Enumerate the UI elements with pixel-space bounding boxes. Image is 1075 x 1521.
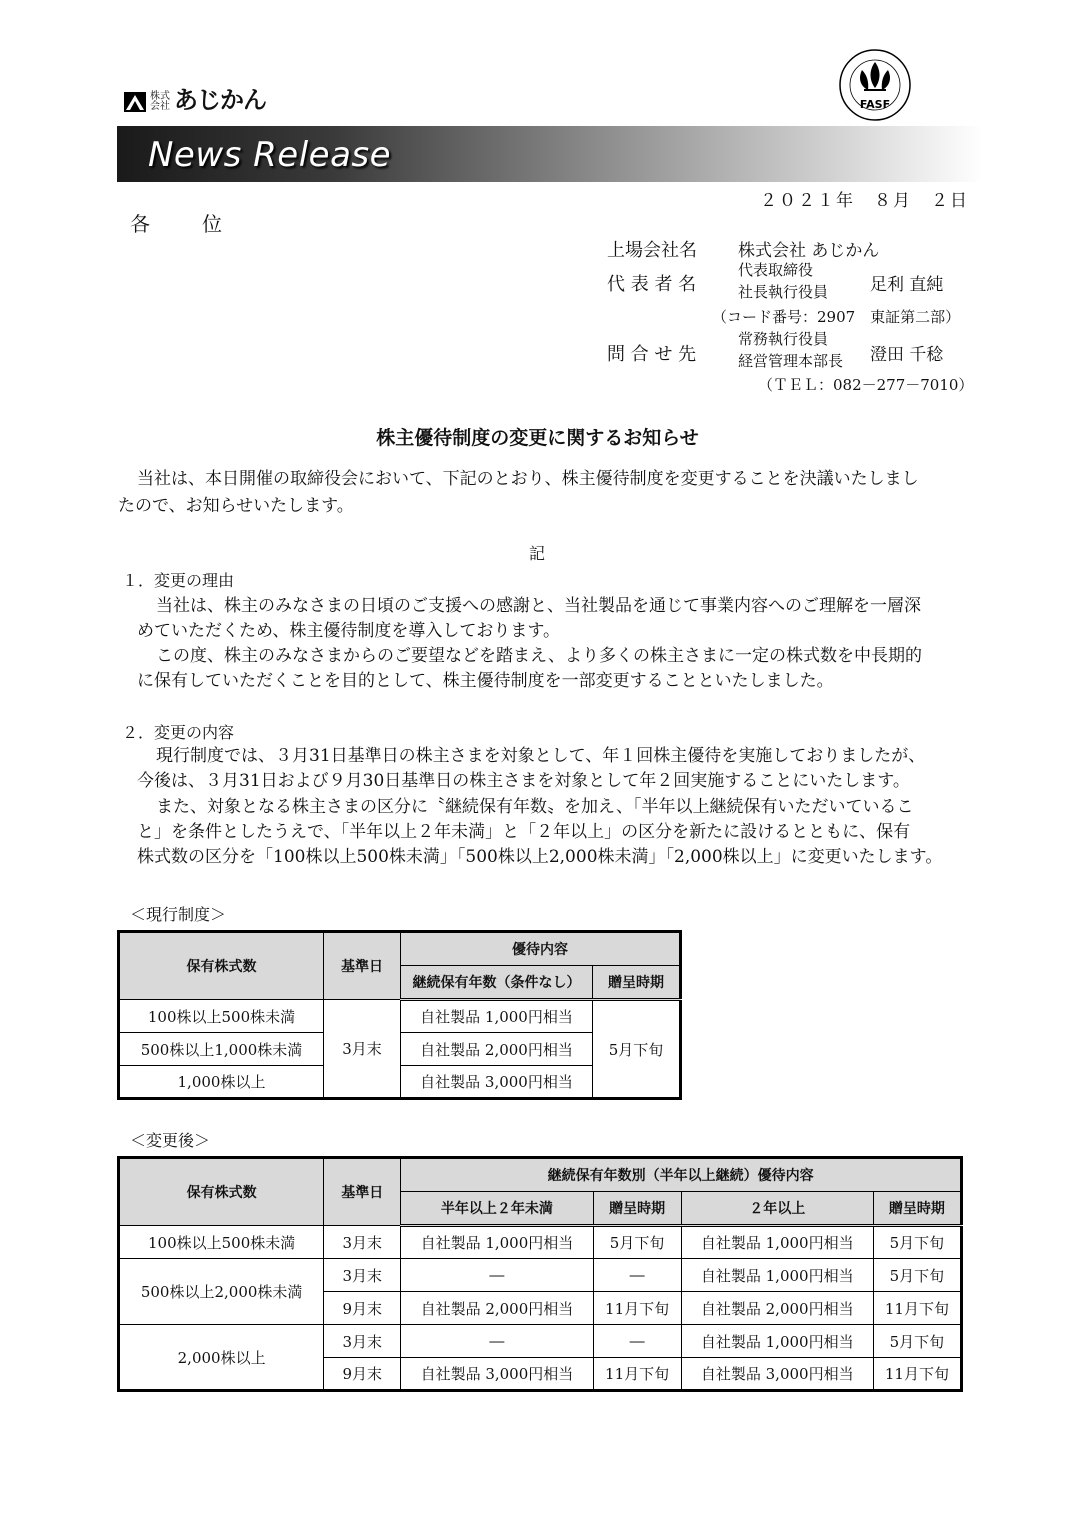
current-row-2-benefit: 自社製品 2,000円相当 bbox=[401, 1033, 593, 1066]
fasf-seal-icon bbox=[838, 48, 912, 122]
intro-line-2: たので、お知らせいたします。 bbox=[118, 496, 354, 516]
after-group-1-shares: 100株以上500株未満 bbox=[119, 1226, 324, 1259]
current-row-2-shares: 500株以上1,000株未満 bbox=[119, 1033, 324, 1066]
after-header-half-year: 半年以上２年未満 bbox=[401, 1192, 593, 1226]
current-row-3-benefit: 自社製品 3,000円相当 bbox=[401, 1066, 593, 1099]
after-g1-r1-timing-two: 5月下旬 bbox=[873, 1226, 961, 1259]
after-g2-r1-benefit-half: ― bbox=[401, 1259, 593, 1292]
document-title: 株主優待制度の変更に関するお知らせ bbox=[376, 427, 699, 449]
section-2-heading: ２．変更の内容 bbox=[122, 723, 235, 742]
section-1-para-1a: 当社は、株主のみなさまの日頃のご支援への感謝と、当社製品を通じて事業内容へのご理解を一層深 bbox=[156, 596, 921, 616]
after-g1-r1-timing-half: 5月下旬 bbox=[593, 1226, 681, 1259]
banner-title: News Release bbox=[148, 135, 392, 175]
after-g3-r2-benefit-half: 自社製品 3,000円相当 bbox=[401, 1358, 593, 1391]
current-header-date: 基準日 bbox=[324, 932, 401, 1000]
logo-kabushiki: 株式会社 bbox=[150, 91, 170, 112]
after-g3-r2-benefit-two: 自社製品 3,000円相当 bbox=[681, 1358, 873, 1391]
after-header-benefit: 継続保有年数別（半年以上継続）優待内容 bbox=[401, 1158, 962, 1192]
current-system-table bbox=[117, 930, 682, 1100]
section-2-para-2b: と」を条件としたうえで、「半年以上２年未満」と「２年以上」の区分を新たに設けるとともに、保有 bbox=[137, 822, 911, 842]
section-1-para-2b: に保有していただくことを目的として、株主優待制度を一部変更することといたしました。 bbox=[137, 671, 834, 691]
current-row-3-shares: 1,000株以上 bbox=[119, 1066, 324, 1099]
after-g1-r1-date: 3月末 bbox=[324, 1226, 401, 1259]
current-header-shares: 保有株式数 bbox=[119, 932, 324, 1000]
listed-company-label: 上場会社名 bbox=[607, 240, 697, 261]
ki-mark: 記 bbox=[529, 544, 546, 563]
after-group-2-shares: 500株以上2,000株未満 bbox=[119, 1259, 324, 1325]
after-g3-r1-timing-two: 5月下旬 bbox=[873, 1325, 961, 1358]
intro-line-1: 当社は、本日開催の取締役会において、下記のとおり、株主優待制度を変更することを決議いたしまし bbox=[137, 469, 919, 489]
after-g2-r1-date: 3月末 bbox=[324, 1259, 401, 1292]
after-g3-r2-timing-half: 11月下旬 bbox=[593, 1358, 681, 1391]
after-g3-r1-benefit-two: 自社製品 1,000円相当 bbox=[681, 1325, 873, 1358]
after-header-two-years: ２年以上 bbox=[681, 1192, 873, 1226]
listed-company-value: 株式会社 あじかん bbox=[738, 241, 880, 261]
current-row-1-benefit: 自社製品 1,000円相当 bbox=[401, 1000, 593, 1033]
contact-tel: （ＴＥＬ：082－277－7010） bbox=[758, 376, 974, 394]
after-g1-r1-benefit-half: 自社製品 1,000円相当 bbox=[401, 1226, 593, 1259]
after-header-timing-2: 贈呈時期 bbox=[873, 1192, 961, 1226]
contact-label: 問 合 せ 先 bbox=[607, 344, 697, 365]
after-header-shares: 保有株式数 bbox=[119, 1158, 324, 1226]
after-g2-r1-timing-two: 5月下旬 bbox=[873, 1259, 961, 1292]
after-change-table bbox=[117, 1156, 963, 1392]
after-change-caption: ＜変更後＞ bbox=[130, 1131, 211, 1150]
after-group-3-shares: 2,000株以上 bbox=[119, 1325, 324, 1391]
after-g2-r2-timing-half: 11月下旬 bbox=[593, 1292, 681, 1325]
after-g3-r1-date: 3月末 bbox=[324, 1325, 401, 1358]
after-header-date: 基準日 bbox=[324, 1158, 401, 1226]
after-g2-r1-benefit-two: 自社製品 1,000円相当 bbox=[681, 1259, 873, 1292]
section-2-para-1b: 今後は、３月31日および９月30日基準日の株主さまを対象として年２回実施することにいたします。 bbox=[137, 771, 910, 791]
current-header-years: 継続保有年数（条件なし） bbox=[401, 966, 593, 1000]
contact-name: 澄田 千稔 bbox=[870, 345, 944, 365]
representative-title-2: 社長執行役員 bbox=[738, 283, 829, 301]
release-date: ２０２１年 ８月 ２日 bbox=[760, 191, 969, 211]
current-header-benefit: 優待内容 bbox=[401, 932, 681, 966]
after-g2-r2-timing-two: 11月下旬 bbox=[873, 1292, 961, 1325]
addressee: 各 位 bbox=[130, 212, 226, 236]
after-g3-r2-timing-two: 11月下旬 bbox=[873, 1358, 961, 1391]
after-g3-r1-benefit-half: ― bbox=[401, 1325, 593, 1358]
current-date: 3月末 bbox=[324, 1000, 401, 1099]
representative-label: 代 表 者 名 bbox=[607, 274, 697, 295]
section-1-para-2a: この度、株主のみなさまからのご要望などを踏まえ、より多くの株主さまに一定の株式数を中長期的 bbox=[156, 646, 923, 666]
after-g2-r2-date: 9月末 bbox=[324, 1292, 401, 1325]
contact-title-1: 常務執行役員 bbox=[738, 330, 829, 348]
section-1-heading: １．変更の理由 bbox=[122, 571, 235, 590]
representative-name: 足利 直純 bbox=[870, 275, 944, 295]
after-g2-r1-timing-half: ― bbox=[593, 1259, 681, 1292]
section-2-para-1a: 現行制度では、３月31日基準日の株主さまを対象として、年１回株主優待を実施しておりましたが、 bbox=[156, 746, 926, 766]
after-g3-r2-date: 9月末 bbox=[324, 1358, 401, 1391]
fasf-label: FASF bbox=[859, 98, 891, 111]
section-2-para-2c: 株式数の区分を「100株以上500株未満」「500株以上2,000株未満」「2,000株以上」に変更いたします。 bbox=[137, 847, 943, 867]
after-g2-r2-benefit-two: 自社製品 2,000円相当 bbox=[681, 1292, 873, 1325]
current-header-timing: 贈呈時期 bbox=[593, 966, 681, 1000]
after-g2-r2-benefit-half: 自社製品 2,000円相当 bbox=[401, 1292, 593, 1325]
section-1-para-1b: めていただくため、株主優待制度を導入しております。 bbox=[137, 621, 560, 641]
contact-title-2: 経営管理本部長 bbox=[738, 352, 844, 370]
representative-title-1: 代表取締役 bbox=[738, 261, 814, 279]
stock-code: （コード番号：2907 東証第二部） bbox=[712, 308, 961, 326]
company-logo-mark-icon bbox=[124, 92, 146, 112]
after-g3-r1-timing-half: ― bbox=[593, 1325, 681, 1358]
after-g1-r1-benefit-two: 自社製品 1,000円相当 bbox=[681, 1226, 873, 1259]
logo-company-name: あじかん bbox=[174, 86, 266, 114]
current-row-1-shares: 100株以上500株未満 bbox=[119, 1000, 324, 1033]
after-header-timing-1: 贈呈時期 bbox=[593, 1192, 681, 1226]
current-timing: 5月下旬 bbox=[593, 1000, 681, 1099]
section-2-para-2a: また、対象となる株主さまの区分に〝継続保有年数〟を加え、「半年以上継続保有いただいているこ bbox=[156, 797, 914, 817]
current-system-caption: ＜現行制度＞ bbox=[130, 905, 227, 924]
